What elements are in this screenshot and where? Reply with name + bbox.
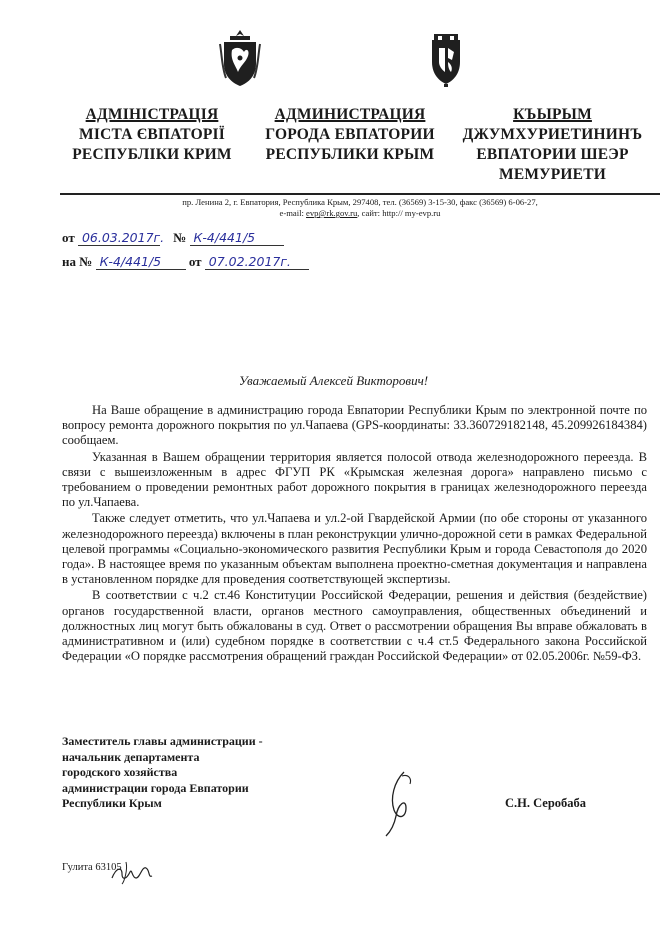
letter-body	[62, 403, 647, 665]
contacts-address: пр. Ленина 2, г. Евпатория, Республика Крым, 297408, тел. (36569) 3-15-30, факс (36569) 6-06-27,	[182, 197, 538, 207]
incoming-reference	[62, 254, 309, 270]
paragraph-1: На Ваше обращение в администрацию города Евпатории Республики Крым по электронной почте по вопросу ремонта дорожного покрытия по ул.Чапаева (GPS-координаты: 33.360729182148, 45.209926184384) сообщаем.	[62, 403, 647, 448]
paragraph-2: Указанная в Вашем обращении территория является полосой отвода железнодорожного переезда. В связи с вышеизложенным в адрес ФГУП РК «Крымская железная дорога» направлено письмо с требованием о проведении ремонтных работ дорожного покрытия в границах железнодорожного переезда по ул.Чапаева.	[62, 449, 647, 510]
email-link[interactable]: evp@rk.gov.ru	[306, 208, 358, 218]
signatory-title-line-1: Заместитель главы администрации -	[62, 734, 263, 748]
header-ru-line-3: РЕСПУБЛИКИ КРЫМ	[265, 146, 435, 163]
email-label: e-mail:	[279, 208, 304, 218]
header-ukrainian	[62, 105, 242, 165]
executor-note: Гулита 63105	[62, 862, 122, 873]
outgoing-reference	[62, 230, 284, 246]
signatory-title	[62, 734, 263, 812]
outgoing-date: 06.03.2017г.	[78, 231, 160, 246]
signatory-title-line-2: начальник департамента	[62, 749, 200, 764]
paragraph-3: Также следует отметить, что ул.Чапаева и ул.2-ой Гвардейской Армии (по обе стороны от указанного железнодорожного переезда) включены в план реконструкции улично-дорожной сети в рамках Федеральной целевой программы «Социально-экономического развития Республики Крым и города Севастополя до 2020 года». В настоящее время по указанным объектам выполнена проектно-сметная документация и направлена в установленном порядке для проведения соответствующей экспертизы.	[62, 511, 647, 587]
header-ct-line-1: КЪЫРЫМ	[513, 106, 592, 123]
site-text: , сайт: http:// my-evp.ru	[357, 208, 441, 218]
header-divider	[60, 193, 660, 195]
signatory-name: С.Н. Серобаба	[505, 796, 587, 810]
number-label: №	[173, 230, 187, 245]
signatory-title-line-4: администрации города Евпатории	[62, 780, 249, 795]
header-ua-line-2: МІСТА ЄВПАТОРІЇ	[79, 126, 225, 143]
incoming-number: К-4/441/5	[96, 255, 186, 270]
header-ru-line-1: АДМИНИСТРАЦИЯ	[274, 106, 426, 123]
handwritten-signature	[376, 768, 426, 838]
crimea-coat-of-arms-icon	[218, 28, 262, 88]
header-ru-line-2: ГОРОДА ЕВПАТОРИИ	[265, 126, 435, 143]
paragraph-4: В соответствии с ч.2 ст.46 Конституции Российской Федерации, решения и действия (бездействие) органов государственной власти, органов местного самоуправления, общественных объединений и должностных лиц могут быть обжалованы в суд. Ответ о рассмотрении обращения Вы вправе обжаловать в административном и (или) судебном порядке в соответствии с ч.4 ст.5 Федерального закона Российской Федерации «О порядке рассмотрения обращений граждан Российской Федерации» от 02.05.2006г. №59-ФЗ.	[62, 588, 647, 664]
header-crimean-tatar	[450, 105, 655, 185]
signatory-title-line-3: городского хозяйства	[62, 765, 178, 780]
incoming-from-label: от	[188, 254, 202, 269]
header-ua-line-3: РЕСПУБЛІКИ КРИМ	[72, 146, 232, 163]
outgoing-number: К-4/441/5	[190, 231, 284, 246]
handwritten-initials	[108, 856, 156, 886]
header-ct-line-4: МЕМУРИЕТИ	[498, 166, 607, 183]
salutation: Уважаемый Алексей Викторович!	[238, 373, 429, 388]
signatory-title-line-5: Республики Крым	[62, 796, 162, 811]
incoming-date: 07.02.2017г.	[205, 255, 309, 270]
contacts-web	[60, 208, 660, 219]
header-ct-line-2: ДЖУМХУРИЕТИНИНЪ	[462, 126, 643, 143]
evpatoria-coat-of-arms-icon	[424, 28, 468, 88]
header-ct-line-3: ЕВПАТОРИИ ШЕЭР	[476, 146, 629, 163]
from-label: от	[62, 230, 75, 245]
header-ua-line-1: АДМІНІСТРАЦІЯ	[85, 106, 219, 123]
header-russian	[255, 105, 445, 165]
on-number-label: на №	[62, 254, 93, 269]
